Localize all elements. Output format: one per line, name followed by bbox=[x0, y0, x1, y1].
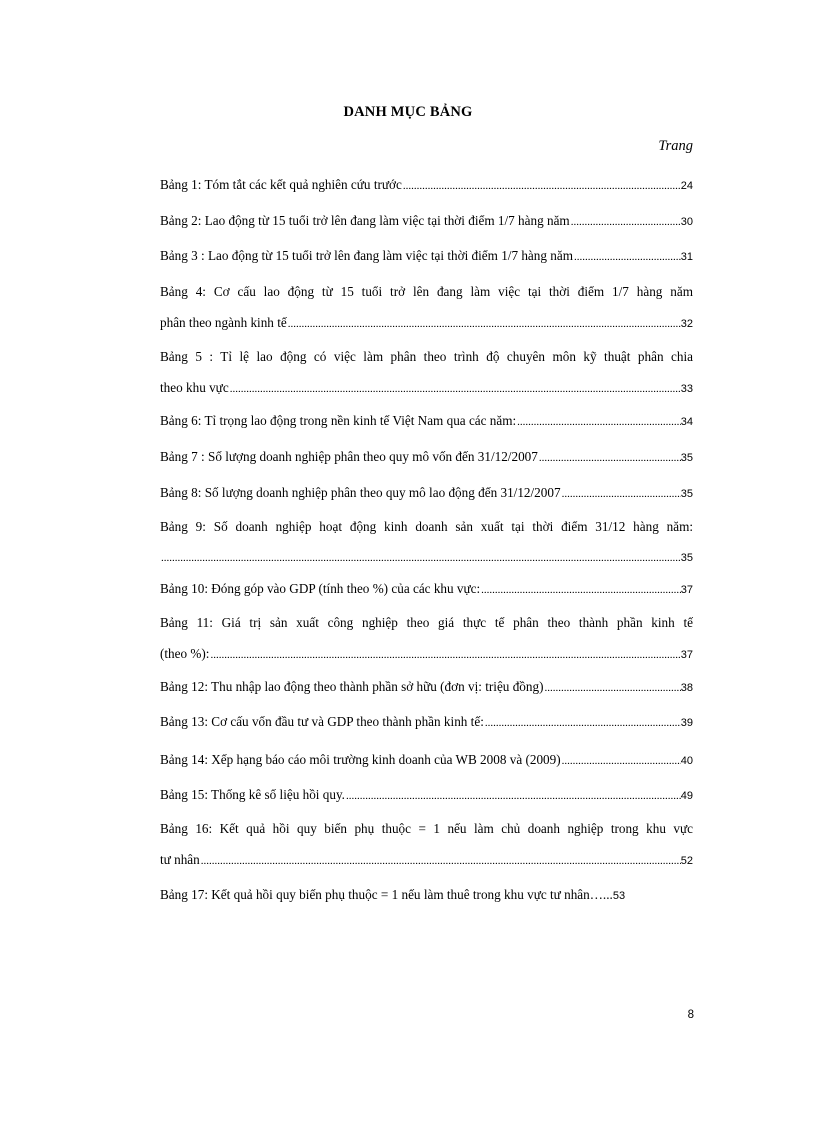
toc-entry-text-first-line: Bảng 5 : Tỉ lệ lao động có việc làm phân theo trình độ chuyên môn kỹ thuật phân chia bbox=[160, 349, 693, 364]
toc-entry-text-first-line: Bảng 16: Kết quả hồi quy biến phụ thuộc = 1 nếu làm chủ doanh nghiệp trong khu vực bbox=[160, 821, 693, 836]
page-title: DANH MỤC BẢNG bbox=[343, 104, 473, 120]
toc-entry-page: 39 bbox=[680, 717, 693, 729]
toc-entry-3[interactable] bbox=[160, 247, 693, 265]
toc-entry-text: tư nhân bbox=[160, 852, 200, 867]
toc-entry-text: Bảng 14: Xếp hạng báo cáo môi trường kinh doanh của WB 2008 và (2009) bbox=[160, 752, 561, 767]
toc-entry-page: 35 bbox=[680, 488, 693, 500]
toc-entry-6[interactable] bbox=[160, 412, 693, 430]
toc-entry-page: 35 bbox=[680, 452, 693, 464]
toc-entry-text-first-line: Bảng 11: Giá trị sản xuất công nghiệp theo giá thực tế phân theo thành phần kinh tế bbox=[160, 615, 693, 630]
toc-entry-14[interactable] bbox=[160, 751, 693, 769]
page-column-label: Trang bbox=[658, 138, 693, 154]
toc-entry-10[interactable] bbox=[160, 580, 693, 598]
dot-leader bbox=[345, 787, 681, 804]
dot-leader bbox=[287, 315, 681, 332]
toc-entry-page: 40 bbox=[680, 755, 693, 767]
toc-entry-page: 49 bbox=[680, 790, 693, 802]
toc-entry-16[interactable] bbox=[160, 820, 693, 869]
toc-entry-page: 38 bbox=[680, 682, 693, 694]
toc-entry-text: Bảng 6: Tỉ trọng lao động trong nền kinh tế Việt Nam qua các năm: bbox=[160, 413, 517, 428]
dot-leader bbox=[573, 248, 681, 265]
dot-leader bbox=[570, 213, 681, 230]
toc-entry-page: 34 bbox=[680, 416, 693, 428]
toc-entry-page: 33 bbox=[680, 383, 693, 395]
dot-leader bbox=[538, 449, 681, 466]
toc-entry-5[interactable] bbox=[160, 348, 693, 397]
toc-entry-8[interactable] bbox=[160, 484, 693, 502]
page-number: 8 bbox=[687, 1009, 694, 1021]
toc-entry-text: Bảng 2: Lao động từ 15 tuổi trở lên đang làm việc tại thời điểm 1/7 hàng năm bbox=[160, 213, 570, 228]
toc-entry-text: Bảng 1: Tóm tắt các kết quả nghiên cứu trước bbox=[160, 177, 402, 192]
toc-entry-text: Bảng 3 : Lao động từ 15 tuổi trở lên đang làm việc tại thời điểm 1/7 hàng năm bbox=[160, 248, 573, 263]
dot-leader bbox=[209, 646, 680, 663]
toc-entry-text: Bảng 13: Cơ cấu vốn đầu tư và GDP theo thành phần kinh tế: bbox=[160, 714, 484, 729]
toc-entry-7[interactable] bbox=[160, 448, 693, 466]
toc-entry-17[interactable] bbox=[160, 886, 693, 904]
toc-entry-page: 37 bbox=[680, 584, 693, 596]
toc-entry-page: 31 bbox=[680, 251, 693, 263]
toc-entry-9[interactable] bbox=[160, 518, 693, 567]
toc-entry-text-first-line: Bảng 9: Số doanh nghiệp hoạt động kinh doanh sản xuất tại thời điểm 31/12 hàng năm: bbox=[160, 519, 693, 534]
toc-entry-2[interactable] bbox=[160, 212, 693, 230]
dot-leader bbox=[516, 413, 681, 430]
dot-leader bbox=[561, 752, 681, 769]
toc-entry-page: 35 bbox=[680, 552, 693, 564]
toc-entry-text-first-line: Bảng 4: Cơ cấu lao động từ 15 tuổi trở lên đang làm việc tại thời điểm 1/7 hàng năm bbox=[160, 284, 693, 299]
toc-entry-page: 52 bbox=[680, 855, 693, 867]
toc-entry-page: 37 bbox=[680, 649, 693, 661]
toc-entry-page: 53 bbox=[612, 890, 626, 902]
toc-entry-text: Bảng 8: Số lượng doanh nghiệp phân theo quy mô lao động đến 31/12/2007 bbox=[160, 485, 561, 500]
dot-leader bbox=[402, 177, 681, 194]
toc-entry-page: 24 bbox=[680, 180, 693, 192]
toc-entry-text: Bảng 7 : Số lượng doanh nghiệp phân theo quy mô vốn đến 31/12/2007 bbox=[160, 449, 538, 464]
toc-entry-text: phân theo ngành kinh tế bbox=[160, 315, 287, 330]
dot-leader bbox=[543, 679, 680, 696]
toc-entry-11[interactable] bbox=[160, 614, 693, 663]
toc-entry-text: (theo %): bbox=[160, 646, 210, 661]
toc-entry-4[interactable] bbox=[160, 283, 693, 332]
toc-entry-1[interactable] bbox=[160, 176, 693, 194]
toc-entry-13[interactable] bbox=[160, 713, 693, 731]
toc-entry-text: theo khu vực bbox=[160, 380, 229, 395]
dot-leader bbox=[229, 380, 681, 397]
dot-leader bbox=[480, 581, 681, 598]
toc-entry-text: Bảng 15: Thống kê số liệu hồi quy. bbox=[160, 787, 345, 802]
toc-entry-page: 32 bbox=[680, 318, 693, 330]
dot-leader bbox=[561, 485, 681, 502]
dot-leader bbox=[160, 549, 681, 567]
toc-entry-text: Bảng 10: Đóng góp vào GDP (tính theo %) của các khu vực: bbox=[160, 581, 481, 596]
toc-entry-text: Bảng 17: Kết quả hồi quy biến phụ thuộc = 1 nếu làm thuê trong khu vực tư nhân…... bbox=[160, 887, 613, 902]
toc-entry-text: Bảng 12: Thu nhập lao động theo thành phần sở hữu (đơn vị: triệu đồng) bbox=[160, 679, 544, 694]
dot-leader bbox=[200, 852, 681, 869]
toc-entry-page: 30 bbox=[680, 216, 693, 228]
toc-entry-12[interactable] bbox=[160, 678, 693, 696]
dot-leader bbox=[484, 714, 681, 731]
toc-entry-15[interactable] bbox=[160, 786, 693, 804]
